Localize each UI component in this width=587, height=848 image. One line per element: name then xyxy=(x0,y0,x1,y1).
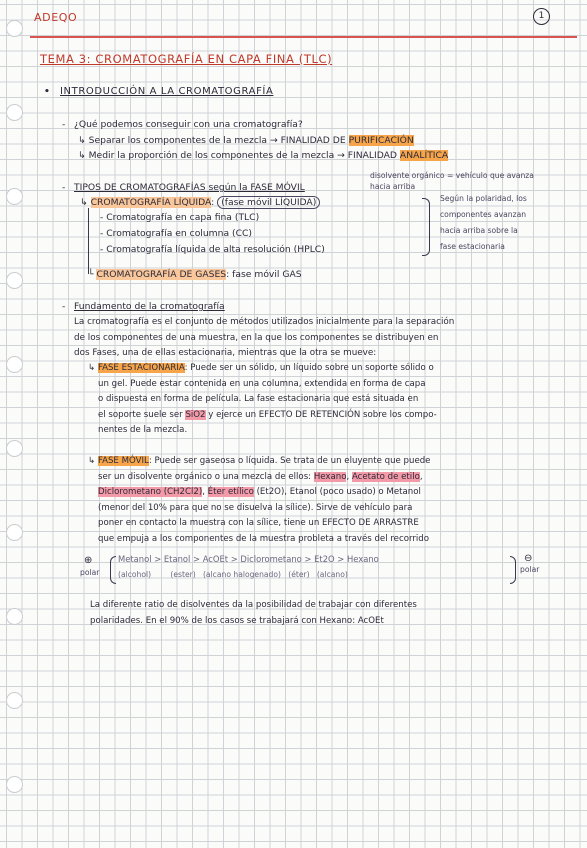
subject-label: ADEQO xyxy=(34,11,78,24)
side-note-2: componentes avanzan xyxy=(440,210,527,219)
fund-para-1: La cromatografía es el conjunto de métodos utilizados inicialmente para la separación xyxy=(74,317,455,327)
fm-line-4: (menor del 10% para que no se disuelva la sílice). Sirve de vehículo para xyxy=(98,503,413,513)
polarity-row-2: (alcohol) (ester) (alcano halogenado) (éter) (alcano) xyxy=(118,570,348,579)
liquida-item-3: - Cromatografía líquida de alta resolución (HPLC) xyxy=(100,244,325,255)
types-heading: TIPOS DE CROMATOGRAFÍAS según la FASE MÓVIL xyxy=(74,182,305,193)
polarity-row-1: Metanol > Etanol > AcOEt > Diclorometano > Et2O > Hexano xyxy=(118,554,379,564)
dash-icon: - xyxy=(62,301,66,312)
closing-line-1: La diferente ratio de disolventes da la posibilidad de trabajar con diferentes xyxy=(90,600,417,610)
binder-hole xyxy=(6,188,23,205)
liquida-item-2: - Cromatografía en columna (CC) xyxy=(100,228,253,239)
section-heading: INTRODUCCIÓN A LA CROMATOGRAFÍA xyxy=(60,86,274,97)
binder-hole xyxy=(6,272,23,289)
q-item-2: ↳ Medir la proporción de los componentes de la mezcla → FINALIDAD ANALÍTICA xyxy=(78,150,449,161)
question-heading: ¿Qué podemos conseguir con una cromatografía? xyxy=(74,119,303,130)
bullet-icon: • xyxy=(44,86,50,97)
right-polar-label: polar xyxy=(520,565,540,574)
fm-line-1: ↳ FASE MÓVIL: Puede ser gaseosa o líquida. Se trata de un eluyente que puede xyxy=(88,456,431,466)
fe-line-3: o dispuesta en forma de película. La fase estacionaria que está situada en xyxy=(98,394,419,404)
fund-heading: Fundamento de la cromatografía xyxy=(74,301,225,312)
binder-hole xyxy=(6,20,23,37)
liquida-item-1: - Cromatografía en capa fina (TLC) xyxy=(100,212,260,223)
minus-icon: ⊖ xyxy=(524,553,533,564)
q-item-1: ↳ Separar los componentes de la mezcla → FINALIDAD DE PURIFICACIÓN xyxy=(78,135,414,146)
binder-hole xyxy=(6,608,23,625)
header-line xyxy=(30,36,577,38)
binder-hole xyxy=(6,524,23,541)
fe-line-1: ↳ FASE ESTACIONARIA: Puede ser un sólido, un líquido sobre un soporte sólido o xyxy=(88,363,434,373)
tree-line xyxy=(88,208,89,274)
page-number: 1 xyxy=(533,8,550,25)
page-title: TEMA 3: CROMATOGRAFÍA EN CAPA FINA (TLC) xyxy=(40,52,333,66)
side-note-3: hacia arriba sobre la xyxy=(440,226,518,235)
left-polar-label: polar xyxy=(80,568,100,577)
brace xyxy=(422,198,430,256)
types-note-2: hacia arriba xyxy=(370,182,416,191)
bracket-left xyxy=(110,556,116,584)
gases-line: └ CROMATOGRAFÍA DE GASES: fase móvil GAS xyxy=(88,269,302,280)
fm-line-5: poner en contacto la muestra con la sílice, tiene un EFECTO DE ARRASTRE xyxy=(98,518,419,528)
dash-icon: - xyxy=(62,119,66,130)
types-note: disolvente orgánico = vehículo que avanza xyxy=(370,171,534,180)
dash-icon: - xyxy=(62,182,66,193)
closing-line-2: polaridades. En el 90% de los casos se trabajará con Hexano: AcOEt xyxy=(90,616,384,626)
fm-line-3: Diclorometano (CH2Cl2), Éter etílico (Et2O), Etanol (poco usado) o Metanol xyxy=(98,487,421,497)
fe-line-4: el soporte suele ser SiO2 y ejerce un EFECTO DE RETENCIÓN sobre los compo- xyxy=(98,410,437,420)
fm-line-2: ser un disolvente orgánico o una mezcla de ellos: Hexano, Acetato de etilo, xyxy=(98,472,423,482)
bracket-right xyxy=(510,556,516,584)
fm-line-6: que empuja a los componentes de la muestra probleta a través del recorrido xyxy=(98,534,429,544)
fund-para-3: dos Fases, una de ellas estacionaria, mientras que la otra se mueve: xyxy=(74,348,377,358)
plus-icon: ⊕ xyxy=(84,555,93,566)
fe-line-2: un gel. Puede estar contenida en una columna, extendida en forma de capa xyxy=(98,379,426,389)
binder-hole xyxy=(6,356,23,373)
fe-line-5: nentes de la mezcla. xyxy=(98,425,188,435)
binder-hole xyxy=(6,692,23,709)
liquida-line: ↳ CROMATOGRAFÍA LÍQUIDA: (fase móvil LÍQUIDA) xyxy=(80,195,320,211)
binder-hole xyxy=(6,440,23,457)
side-note-4: fase estacionaria xyxy=(440,242,505,251)
side-note-1: Según la polaridad, los xyxy=(440,194,527,203)
fund-para-2: de los componentes de una muestra, en la que los componentes se distribuyen en xyxy=(74,333,439,343)
binder-hole xyxy=(6,776,23,793)
binder-hole xyxy=(6,104,23,121)
